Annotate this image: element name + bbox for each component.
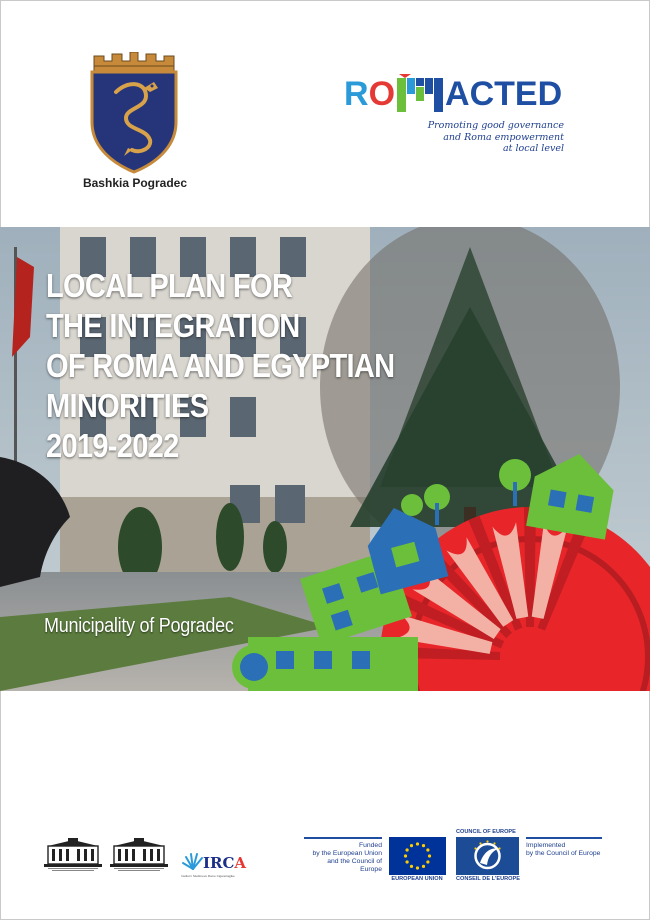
title-years: 2019-2022 bbox=[46, 427, 179, 464]
romacted-m-mark bbox=[397, 74, 443, 114]
funded-line: and the Council of Europe bbox=[327, 858, 382, 873]
irca-sun-icon bbox=[181, 851, 205, 871]
eu-star bbox=[406, 848, 409, 851]
eu-star bbox=[422, 844, 425, 847]
ministry-building-logo-2 bbox=[110, 836, 168, 872]
title-line: MINORITIES bbox=[46, 387, 209, 424]
tagline-line: Promoting good governance bbox=[427, 120, 564, 131]
eu-star bbox=[428, 854, 431, 857]
romacted-word-left: RO bbox=[344, 74, 396, 113]
implemented-line: by the Council of Europe bbox=[526, 850, 601, 857]
implemented-by-text bbox=[526, 842, 606, 858]
eu-star bbox=[410, 844, 413, 847]
eu-star bbox=[422, 865, 425, 868]
eu-star bbox=[416, 866, 419, 869]
coe-caption: CONSEIL DE L'EUROPE bbox=[455, 876, 520, 882]
implemented-line: Implemented bbox=[526, 842, 566, 849]
funded-line: Funded bbox=[358, 842, 382, 849]
eu-star bbox=[404, 854, 407, 857]
eu-star bbox=[410, 865, 413, 868]
title-line: THE INTEGRATION bbox=[46, 307, 300, 344]
eu-star bbox=[426, 848, 429, 851]
tagline-line: and Roma empowerment bbox=[443, 131, 564, 143]
irca-accent: A bbox=[234, 854, 247, 872]
dragon-coat-of-arms-icon bbox=[88, 52, 180, 174]
ministry-building-logo-1 bbox=[44, 836, 102, 872]
irca-logo bbox=[181, 849, 261, 877]
funded-by-text bbox=[304, 842, 382, 874]
document-subtitle: Municipality of Pogradec bbox=[44, 615, 234, 637]
romacted-tagline bbox=[424, 120, 564, 155]
irca-caption: Instituti i Studimeve Rome Ciganologjike bbox=[181, 874, 235, 878]
romacted-word-right: ACTED bbox=[445, 74, 563, 113]
implemented-rule bbox=[526, 837, 602, 839]
tagline-line: at local level bbox=[503, 143, 564, 154]
eu-flag-icon bbox=[389, 837, 446, 875]
council-of-europe-icon bbox=[456, 837, 519, 875]
eu-caption: EUROPEAN UNION bbox=[391, 876, 443, 882]
irca-wordmark bbox=[203, 854, 246, 872]
irca-word: IRC bbox=[203, 854, 235, 872]
title-line: OF ROMA AND EGYPTIAN bbox=[46, 347, 395, 384]
romacted-logo bbox=[344, 72, 564, 162]
coe-title: COUNCIL OF EUROPE bbox=[456, 829, 516, 835]
document-title bbox=[46, 266, 416, 466]
eu-star bbox=[426, 860, 429, 863]
municipality-label: Bashkia Pogradec bbox=[82, 176, 188, 190]
funded-rule bbox=[304, 837, 382, 839]
eu-star bbox=[406, 860, 409, 863]
eu-star bbox=[416, 842, 419, 845]
funded-line: by the European Union bbox=[312, 850, 382, 857]
title-line: LOCAL PLAN FOR bbox=[46, 267, 293, 304]
